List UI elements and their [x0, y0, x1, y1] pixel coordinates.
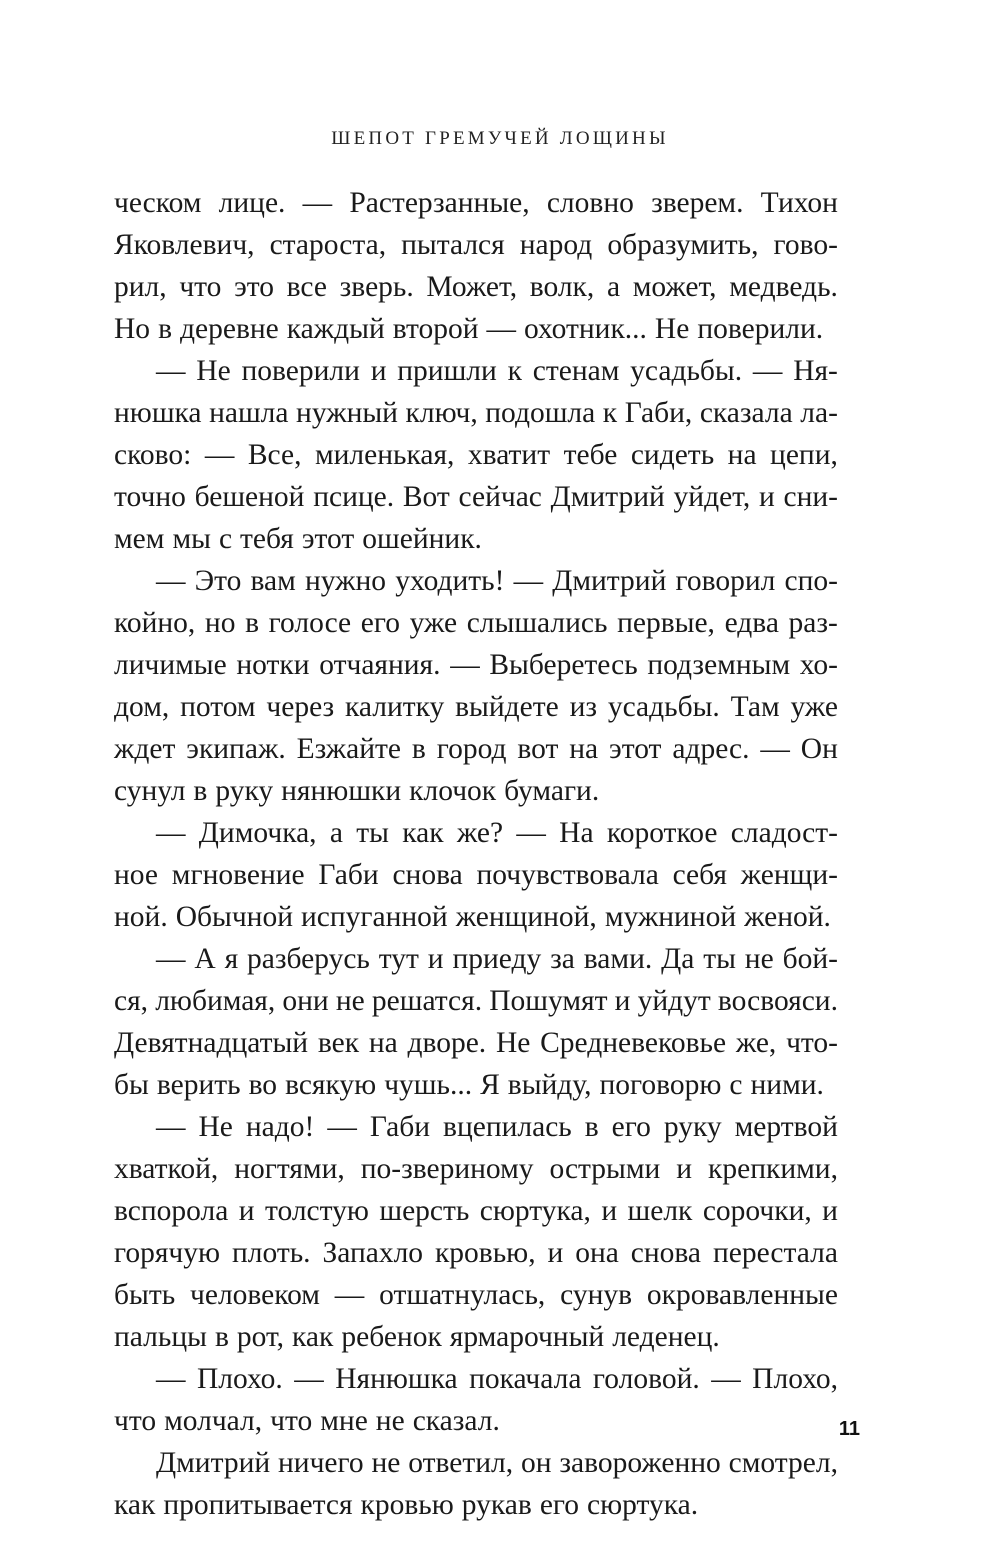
text-line: койно, но в голосе его уже слышались первые, едва раз- — [114, 607, 838, 639]
text-line: дом, потом через калитку выйдете из усадьбы. Там уже — [114, 691, 838, 723]
text-line: Но в деревне каждый второй — охотник... Не поверили. — [114, 313, 824, 345]
text-line: — А я разберусь тут и приеду за вами. Да ты не бой- — [156, 943, 838, 975]
text-line: ное мгновение Габи снова почувствовала себя женщи- — [114, 859, 838, 891]
body-text — [114, 182, 838, 1526]
text-line: — Это вам нужно уходить! — Дмитрий говорил спо- — [156, 565, 838, 597]
running-head: ШЕПОТ ГРЕМУЧЕЙ ЛОЩИНЫ — [331, 128, 669, 149]
text-line: быть человеком — отшатнулась, сунув окровавленные — [114, 1279, 838, 1311]
text-line: ной. Обычной испуганной женщиной, мужниной женой. — [114, 901, 831, 933]
text-line: — Димочка, а ты как же? — На короткое сладост- — [156, 817, 838, 849]
text-line: сунул в руку нянюшки клочок бумаги. — [114, 775, 600, 807]
text-line: сково: — Все, миленькая, хватит тебе сидеть на цепи, — [114, 439, 838, 471]
text-line: ся, любимая, они не решатся. Пошумят и уйдут восвояси. — [114, 985, 838, 1017]
text-line: вспорола и толстую шерсть сюртука, и шелк сорочки, и — [114, 1195, 838, 1227]
text-line: Дмитрий ничего не ответил, он завороженно смотрел, — [156, 1447, 838, 1479]
text-line: нюшка нашла нужный ключ, подошла к Габи, сказала ла- — [114, 397, 838, 429]
page-number: 11 — [838, 1418, 860, 1440]
text-line: как пропитывается кровью рукав его сюртука. — [114, 1489, 699, 1521]
text-line: Яковлевич, староста, пытался народ образумить, гово- — [114, 229, 838, 261]
text-line: Девятнадцатый век на дворе. Не Средневековье же, что- — [114, 1027, 838, 1059]
text-line: хваткой, ногтями, по-звериному острыми и крепкими, — [114, 1153, 838, 1185]
text-line: точно бешеной псице. Вот сейчас Дмитрий уйдет, и сни- — [114, 481, 838, 513]
text-line: ждет экипаж. Езжайте в город вот на этот адрес. — Он — [114, 733, 838, 765]
text-line: горячую плоть. Запахло кровью, и она снова перестала — [114, 1237, 838, 1269]
text-line: — Не поверили и пришли к стенам усадьбы. — Ня- — [156, 355, 838, 387]
text-line: пальцы в рот, как ребенок ярмарочный леденец. — [114, 1321, 720, 1353]
text-line: рил, что это все зверь. Может, волк, а может, медведь. — [114, 271, 838, 303]
text-line: мем мы с тебя этот ошейник. — [114, 523, 482, 555]
text-line: что молчал, что мне не сказал. — [114, 1405, 500, 1437]
text-line: личимые нотки отчаяния. — Выберетесь подземным хо- — [114, 649, 838, 681]
text-line: бы верить во всякую чушь... Я выйду, поговорю с ними. — [114, 1069, 824, 1101]
text-line: — Плохо. — Нянюшка покачала головой. — Плохо, — [156, 1363, 838, 1395]
text-line: — Не надо! — Габи вцепилась в его руку мертвой — [156, 1111, 838, 1143]
text-line: ческом лице. — Растерзанные, словно зверем. Тихон — [114, 187, 838, 219]
